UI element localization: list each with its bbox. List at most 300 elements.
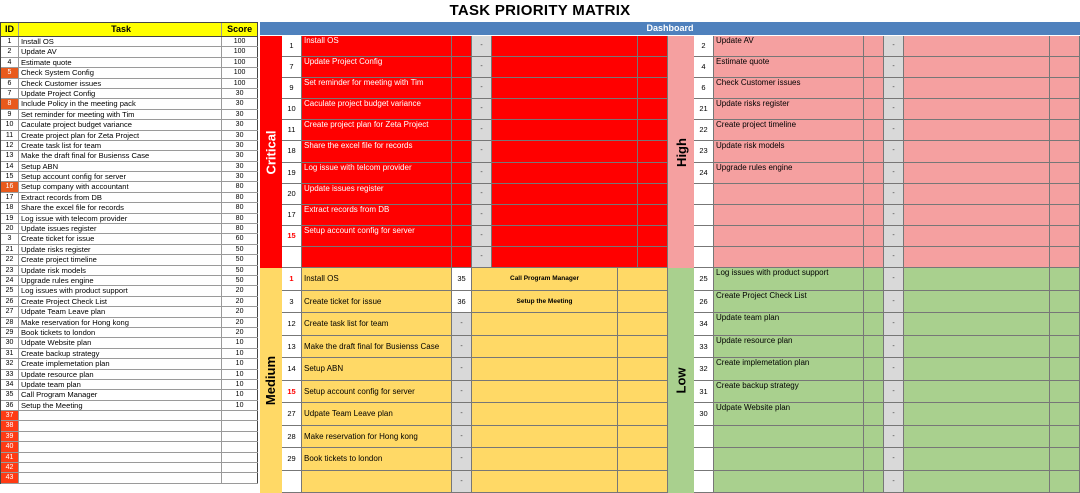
low-end-cell[interactable] (1050, 358, 1080, 381)
low-end-cell[interactable] (1050, 291, 1080, 314)
critical-row[interactable] (282, 205, 668, 226)
task-list-row[interactable] (1, 349, 258, 359)
task-score-cell[interactable]: 30 (222, 89, 258, 98)
task-id-cell[interactable]: 40 (1, 442, 19, 451)
task-list-row[interactable] (1, 224, 258, 234)
low-notes-cell[interactable] (904, 403, 1050, 426)
task-name-cell[interactable]: Install OS (19, 37, 222, 46)
critical-extra-cell[interactable] (452, 36, 472, 57)
high-end-cell[interactable] (1050, 57, 1080, 78)
high-task-name[interactable]: Check Customer issues (714, 78, 864, 99)
critical-status-cell[interactable]: - (472, 141, 492, 162)
task-id-cell[interactable]: 39 (1, 432, 19, 441)
task-name-cell[interactable]: Include Policy in the meeting pack (19, 99, 222, 108)
critical-task-id[interactable]: 9 (282, 78, 302, 99)
high-task-id[interactable]: 23 (694, 141, 714, 162)
low-task-name[interactable]: Create Project Check List (714, 291, 864, 314)
low-end-cell[interactable] (1050, 268, 1080, 291)
task-name-cell[interactable]: Create project plan for Zeta Project (19, 131, 222, 140)
task-score-cell[interactable]: 20 (222, 307, 258, 316)
task-name-cell[interactable]: Update risk models (19, 266, 222, 275)
high-end-cell[interactable] (1050, 141, 1080, 162)
task-list-row[interactable] (1, 307, 258, 317)
task-id-cell[interactable]: 10 (1, 120, 19, 129)
high-row[interactable] (694, 78, 1080, 99)
task-name-cell[interactable]: Check Customer issues (19, 79, 222, 88)
task-score-cell[interactable]: 30 (222, 120, 258, 129)
task-score-cell[interactable]: 10 (222, 338, 258, 347)
critical-row[interactable] (282, 36, 668, 57)
task-score-cell[interactable]: 50 (222, 276, 258, 285)
high-notes-cell[interactable] (904, 99, 1050, 120)
critical-status-cell[interactable]: - (472, 163, 492, 184)
critical-end-cell[interactable] (638, 184, 668, 205)
high-task-name[interactable]: Upgrade rules engine (714, 163, 864, 184)
high-extra-cell[interactable] (864, 57, 884, 78)
critical-task-name[interactable] (302, 247, 452, 268)
low-task-id[interactable]: 26 (694, 291, 714, 314)
medium-related-task[interactable] (472, 448, 618, 471)
task-list-row[interactable] (1, 463, 258, 473)
low-notes-cell[interactable] (904, 381, 1050, 404)
critical-status-cell[interactable]: - (472, 99, 492, 120)
task-id-cell[interactable]: 41 (1, 453, 19, 462)
high-task-name[interactable] (714, 247, 864, 268)
task-name-cell[interactable]: Update Project Config (19, 89, 222, 98)
task-id-cell[interactable]: 26 (1, 297, 19, 306)
task-name-cell[interactable] (19, 432, 222, 441)
task-score-cell[interactable]: 80 (222, 214, 258, 223)
low-notes-cell[interactable] (904, 268, 1050, 291)
medium-row[interactable] (282, 358, 668, 381)
critical-notes-cell[interactable] (492, 141, 638, 162)
critical-notes-cell[interactable] (492, 57, 638, 78)
low-end-cell[interactable] (1050, 336, 1080, 359)
medium-end-cell[interactable] (618, 426, 668, 449)
high-task-name[interactable]: Estimate quote (714, 57, 864, 78)
low-notes-cell[interactable] (904, 358, 1050, 381)
medium-task-name[interactable]: Install OS (302, 268, 452, 291)
task-score-cell[interactable]: 20 (222, 328, 258, 337)
critical-row[interactable] (282, 120, 668, 141)
medium-end-cell[interactable] (618, 471, 668, 493)
low-extra-cell[interactable] (864, 336, 884, 359)
medium-status-cell[interactable]: - (452, 448, 472, 471)
task-name-cell[interactable] (19, 463, 222, 472)
task-list-row[interactable] (1, 411, 258, 421)
low-row[interactable] (694, 381, 1080, 404)
high-status-cell[interactable]: - (884, 99, 904, 120)
medium-status-cell[interactable]: - (452, 313, 472, 336)
high-notes-cell[interactable] (904, 163, 1050, 184)
high-row[interactable] (694, 247, 1080, 268)
high-status-cell[interactable]: - (884, 163, 904, 184)
task-score-cell[interactable]: 50 (222, 266, 258, 275)
task-score-cell[interactable]: 10 (222, 349, 258, 358)
task-list-row[interactable] (1, 79, 258, 89)
medium-task-id[interactable]: 28 (282, 426, 302, 449)
task-score-cell[interactable]: 20 (222, 318, 258, 327)
medium-task-id[interactable]: 14 (282, 358, 302, 381)
task-id-cell[interactable]: 28 (1, 318, 19, 327)
high-extra-cell[interactable] (864, 163, 884, 184)
medium-end-cell[interactable] (618, 336, 668, 359)
task-id-cell[interactable]: 8 (1, 99, 19, 108)
critical-task-id[interactable]: 7 (282, 57, 302, 78)
task-list-row[interactable] (1, 286, 258, 296)
task-id-cell[interactable]: 22 (1, 255, 19, 264)
low-status-cell[interactable]: - (884, 313, 904, 336)
task-score-cell[interactable]: 30 (222, 141, 258, 150)
medium-task-name[interactable]: Create ticket for issue (302, 291, 452, 314)
task-list-row[interactable] (1, 401, 258, 411)
low-task-name[interactable]: Create backup strategy (714, 381, 864, 404)
low-extra-cell[interactable] (864, 426, 884, 449)
task-score-cell[interactable]: 10 (222, 359, 258, 368)
task-list-row[interactable] (1, 432, 258, 442)
low-task-name[interactable]: Create implemetation plan (714, 358, 864, 381)
critical-notes-cell[interactable] (492, 226, 638, 247)
task-id-cell[interactable]: 2 (1, 47, 19, 56)
high-task-name[interactable]: Update AV (714, 36, 864, 57)
high-end-cell[interactable] (1050, 78, 1080, 99)
low-row[interactable] (694, 336, 1080, 359)
task-name-cell[interactable]: Update team plan (19, 380, 222, 389)
high-task-id[interactable]: 2 (694, 36, 714, 57)
task-id-cell[interactable]: 37 (1, 411, 19, 420)
task-list-row[interactable] (1, 120, 258, 130)
medium-status-cell[interactable]: - (452, 336, 472, 359)
task-list-row[interactable] (1, 442, 258, 452)
task-score-cell[interactable]: 10 (222, 370, 258, 379)
task-score-cell[interactable] (222, 453, 258, 462)
high-extra-cell[interactable] (864, 226, 884, 247)
medium-row[interactable] (282, 291, 668, 314)
task-id-cell[interactable]: 30 (1, 338, 19, 347)
critical-end-cell[interactable] (638, 36, 668, 57)
critical-extra-cell[interactable] (452, 184, 472, 205)
low-row[interactable] (694, 358, 1080, 381)
high-task-id[interactable] (694, 226, 714, 247)
task-list-row[interactable] (1, 37, 258, 47)
critical-task-id[interactable]: 11 (282, 120, 302, 141)
low-extra-cell[interactable] (864, 381, 884, 404)
task-id-cell[interactable]: 23 (1, 266, 19, 275)
low-notes-cell[interactable] (904, 336, 1050, 359)
high-status-cell[interactable]: - (884, 36, 904, 57)
critical-task-name[interactable]: Update Project Config (302, 57, 452, 78)
low-task-name[interactable] (714, 426, 864, 449)
task-list-row[interactable] (1, 151, 258, 161)
medium-status-cell[interactable]: - (452, 403, 472, 426)
critical-task-name[interactable]: Create project plan for Zeta Project (302, 120, 452, 141)
medium-task-id[interactable] (282, 471, 302, 493)
high-row[interactable] (694, 99, 1080, 120)
low-task-name[interactable] (714, 448, 864, 471)
critical-task-id[interactable]: 17 (282, 205, 302, 226)
medium-row[interactable] (282, 268, 668, 291)
critical-status-cell[interactable]: - (472, 247, 492, 268)
critical-end-cell[interactable] (638, 247, 668, 268)
high-extra-cell[interactable] (864, 247, 884, 268)
critical-status-cell[interactable]: - (472, 205, 492, 226)
task-list-row[interactable] (1, 453, 258, 463)
medium-task-name[interactable]: Make the draft final for Busienss Case (302, 336, 452, 359)
task-score-cell[interactable]: 30 (222, 162, 258, 171)
critical-status-cell[interactable]: - (472, 36, 492, 57)
medium-row[interactable] (282, 471, 668, 493)
critical-end-cell[interactable] (638, 141, 668, 162)
medium-task-id[interactable]: 15 (282, 381, 302, 404)
critical-status-cell[interactable]: - (472, 184, 492, 205)
high-extra-cell[interactable] (864, 36, 884, 57)
task-id-cell[interactable]: 18 (1, 203, 19, 212)
task-list-row[interactable] (1, 99, 258, 109)
high-row[interactable] (694, 226, 1080, 247)
high-extra-cell[interactable] (864, 141, 884, 162)
high-task-name[interactable] (714, 205, 864, 226)
task-score-cell[interactable]: 20 (222, 297, 258, 306)
critical-task-name[interactable]: Setup account config for server (302, 226, 452, 247)
task-name-cell[interactable]: Update AV (19, 47, 222, 56)
low-end-cell[interactable] (1050, 426, 1080, 449)
medium-row[interactable] (282, 313, 668, 336)
critical-row[interactable] (282, 163, 668, 184)
low-extra-cell[interactable] (864, 403, 884, 426)
high-task-name[interactable] (714, 184, 864, 205)
high-status-cell[interactable]: - (884, 226, 904, 247)
task-list-row[interactable] (1, 297, 258, 307)
high-extra-cell[interactable] (864, 120, 884, 141)
task-name-cell[interactable]: Setup account config for server (19, 172, 222, 181)
low-task-id[interactable] (694, 426, 714, 449)
critical-row[interactable] (282, 78, 668, 99)
low-status-cell[interactable]: - (884, 336, 904, 359)
task-name-cell[interactable]: Extract records from DB (19, 193, 222, 202)
task-name-cell[interactable]: Update risks register (19, 245, 222, 254)
task-score-cell[interactable]: 50 (222, 255, 258, 264)
medium-related-task[interactable] (472, 336, 618, 359)
task-id-cell[interactable]: 4 (1, 58, 19, 67)
task-name-cell[interactable]: Create Project Check List (19, 297, 222, 306)
task-score-cell[interactable]: 100 (222, 58, 258, 67)
high-notes-cell[interactable] (904, 36, 1050, 57)
low-task-name[interactable]: Log issues with product support (714, 268, 864, 291)
high-row[interactable] (694, 57, 1080, 78)
task-id-cell[interactable]: 21 (1, 245, 19, 254)
critical-notes-cell[interactable] (492, 163, 638, 184)
high-task-id[interactable] (694, 247, 714, 268)
critical-row[interactable] (282, 226, 668, 247)
task-score-cell[interactable]: 10 (222, 380, 258, 389)
low-extra-cell[interactable] (864, 471, 884, 493)
medium-row[interactable] (282, 403, 668, 426)
task-id-cell[interactable]: 15 (1, 172, 19, 181)
task-id-cell[interactable]: 16 (1, 182, 19, 191)
task-list-row[interactable] (1, 276, 258, 286)
critical-task-id[interactable]: 18 (282, 141, 302, 162)
task-score-cell[interactable]: 30 (222, 151, 258, 160)
medium-end-cell[interactable] (618, 381, 668, 404)
task-id-cell[interactable]: 5 (1, 68, 19, 77)
high-end-cell[interactable] (1050, 205, 1080, 226)
task-score-cell[interactable]: 10 (222, 390, 258, 399)
low-row[interactable] (694, 471, 1080, 493)
high-status-cell[interactable]: - (884, 120, 904, 141)
low-task-id[interactable] (694, 448, 714, 471)
low-row[interactable] (694, 291, 1080, 314)
task-name-cell[interactable]: Call Program Manager (19, 390, 222, 399)
task-name-cell[interactable] (19, 421, 222, 430)
task-name-cell[interactable] (19, 453, 222, 462)
medium-related-task[interactable]: Setup the Meeting (472, 291, 618, 314)
task-name-cell[interactable]: Make the draft final for Busienss Case (19, 151, 222, 160)
low-extra-cell[interactable] (864, 291, 884, 314)
medium-status-cell[interactable]: - (452, 426, 472, 449)
low-status-cell[interactable]: - (884, 403, 904, 426)
medium-end-cell[interactable] (618, 268, 668, 291)
high-notes-cell[interactable] (904, 247, 1050, 268)
task-score-cell[interactable]: 50 (222, 245, 258, 254)
medium-task-id[interactable]: 29 (282, 448, 302, 471)
critical-end-cell[interactable] (638, 99, 668, 120)
medium-task-name[interactable]: Setup account config for server (302, 381, 452, 404)
task-list-row[interactable] (1, 162, 258, 172)
medium-task-id[interactable]: 27 (282, 403, 302, 426)
medium-status-cell[interactable]: - (452, 471, 472, 493)
low-task-name[interactable]: Udpate Website plan (714, 403, 864, 426)
low-notes-cell[interactable] (904, 471, 1050, 493)
critical-task-id[interactable]: 20 (282, 184, 302, 205)
high-row[interactable] (694, 36, 1080, 57)
critical-extra-cell[interactable] (452, 141, 472, 162)
task-list-row[interactable] (1, 172, 258, 182)
task-list-row[interactable] (1, 359, 258, 369)
critical-extra-cell[interactable] (452, 163, 472, 184)
medium-task-id[interactable]: 3 (282, 291, 302, 314)
task-score-cell[interactable]: 100 (222, 68, 258, 77)
critical-extra-cell[interactable] (452, 120, 472, 141)
critical-task-id[interactable] (282, 247, 302, 268)
task-name-cell[interactable]: Make reservation for Hong kong (19, 318, 222, 327)
critical-row[interactable] (282, 184, 668, 205)
task-score-cell[interactable]: 30 (222, 99, 258, 108)
low-extra-cell[interactable] (864, 448, 884, 471)
low-extra-cell[interactable] (864, 268, 884, 291)
low-task-id[interactable]: 32 (694, 358, 714, 381)
critical-row[interactable] (282, 247, 668, 268)
medium-task-name[interactable]: Udpate Team Leave plan (302, 403, 452, 426)
medium-status-cell[interactable]: - (452, 358, 472, 381)
high-row[interactable] (694, 120, 1080, 141)
task-name-cell[interactable]: Setup the Meeting (19, 401, 222, 410)
task-id-cell[interactable]: 11 (1, 131, 19, 140)
task-score-cell[interactable] (222, 473, 258, 482)
critical-task-name[interactable]: Extract records from DB (302, 205, 452, 226)
medium-task-name[interactable]: Setup ABN (302, 358, 452, 381)
critical-end-cell[interactable] (638, 205, 668, 226)
low-task-id[interactable]: 33 (694, 336, 714, 359)
low-task-id[interactable]: 25 (694, 268, 714, 291)
high-end-cell[interactable] (1050, 163, 1080, 184)
high-task-id[interactable] (694, 184, 714, 205)
task-score-cell[interactable] (222, 411, 258, 420)
high-end-cell[interactable] (1050, 99, 1080, 120)
task-list-row[interactable] (1, 141, 258, 151)
task-id-cell[interactable]: 1 (1, 37, 19, 46)
low-notes-cell[interactable] (904, 448, 1050, 471)
critical-task-name[interactable]: Share the excel file for records (302, 141, 452, 162)
task-list-row[interactable] (1, 473, 258, 483)
high-notes-cell[interactable] (904, 120, 1050, 141)
low-task-id[interactable]: 34 (694, 313, 714, 336)
medium-related-id[interactable]: 35 (452, 268, 472, 291)
task-id-cell[interactable]: 35 (1, 390, 19, 399)
task-name-cell[interactable]: Create project timeline (19, 255, 222, 264)
high-task-name[interactable]: Update risk models (714, 141, 864, 162)
task-list-row[interactable] (1, 380, 258, 390)
task-list-row[interactable] (1, 255, 258, 265)
critical-status-cell[interactable]: - (472, 57, 492, 78)
medium-end-cell[interactable] (618, 448, 668, 471)
task-id-cell[interactable]: 33 (1, 370, 19, 379)
task-list-row[interactable] (1, 58, 258, 68)
high-notes-cell[interactable] (904, 141, 1050, 162)
task-list-row[interactable] (1, 421, 258, 431)
low-end-cell[interactable] (1050, 313, 1080, 336)
medium-row[interactable] (282, 336, 668, 359)
task-id-cell[interactable]: 27 (1, 307, 19, 316)
low-status-cell[interactable]: - (884, 268, 904, 291)
low-status-cell[interactable]: - (884, 358, 904, 381)
low-extra-cell[interactable] (864, 313, 884, 336)
task-id-cell[interactable]: 32 (1, 359, 19, 368)
task-id-cell[interactable]: 17 (1, 193, 19, 202)
high-task-name[interactable] (714, 226, 864, 247)
low-extra-cell[interactable] (864, 358, 884, 381)
task-score-cell[interactable]: 60 (222, 234, 258, 243)
medium-related-task[interactable] (472, 358, 618, 381)
high-status-cell[interactable]: - (884, 57, 904, 78)
medium-related-task[interactable] (472, 403, 618, 426)
medium-status-cell[interactable]: - (452, 381, 472, 404)
task-list-row[interactable] (1, 131, 258, 141)
task-list-row[interactable] (1, 89, 258, 99)
task-score-cell[interactable] (222, 421, 258, 430)
high-row[interactable] (694, 141, 1080, 162)
medium-end-cell[interactable] (618, 358, 668, 381)
task-id-cell[interactable]: 7 (1, 89, 19, 98)
low-row[interactable] (694, 403, 1080, 426)
task-id-cell[interactable]: 34 (1, 380, 19, 389)
high-row[interactable] (694, 205, 1080, 226)
medium-related-task[interactable] (472, 471, 618, 493)
task-list-row[interactable] (1, 182, 258, 192)
task-score-cell[interactable]: 100 (222, 47, 258, 56)
high-end-cell[interactable] (1050, 184, 1080, 205)
task-name-cell[interactable]: Setup company with accountant (19, 182, 222, 191)
task-list-row[interactable] (1, 234, 258, 244)
critical-task-name[interactable]: Log issue with telcom provider (302, 163, 452, 184)
medium-task-name[interactable]: Create task list for team (302, 313, 452, 336)
high-notes-cell[interactable] (904, 78, 1050, 99)
task-name-cell[interactable]: Estimate quote (19, 58, 222, 67)
task-id-cell[interactable]: 20 (1, 224, 19, 233)
task-list-row[interactable] (1, 245, 258, 255)
low-task-name[interactable] (714, 471, 864, 493)
medium-task-id[interactable]: 12 (282, 313, 302, 336)
critical-end-cell[interactable] (638, 163, 668, 184)
